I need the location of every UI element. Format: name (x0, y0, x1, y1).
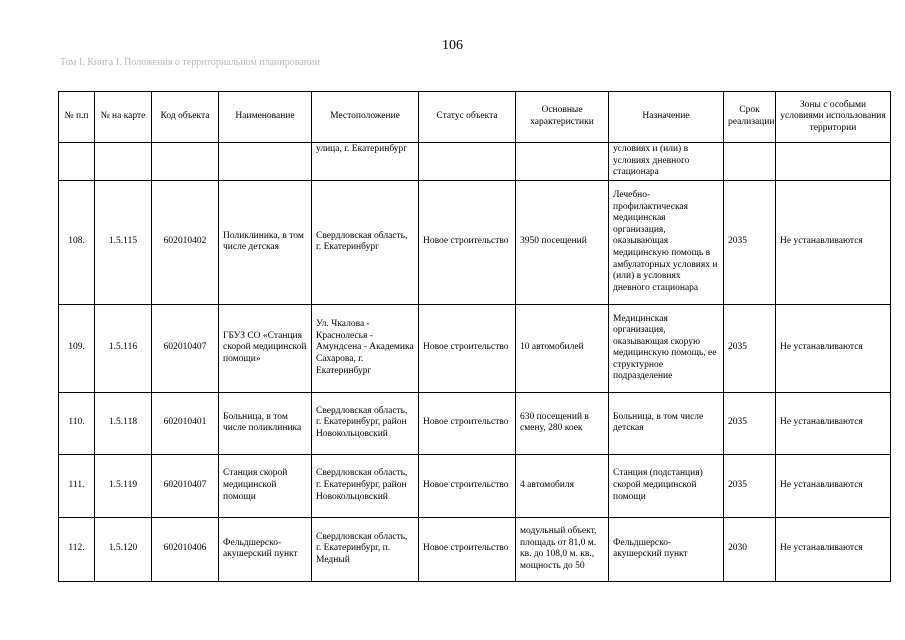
cell-purpose: Станция (подстанция) скорой медицинской помощи (609, 454, 724, 517)
header-status: Статус объекта (419, 92, 516, 143)
cell-zones: Не устанавливаются (776, 392, 891, 454)
header-row-number: № п.п (59, 92, 95, 143)
header-purpose: Назначение (609, 92, 724, 143)
cell-map-number: 1.5.120 (95, 517, 152, 581)
cell-location: Ул. Чкалова - Краснолесья - Амундсена - Академика Сахарова, г. Екатеринбург (312, 304, 419, 392)
cell-location: улица, г. Екатеринбург (312, 143, 419, 181)
cell-number: 109. (59, 304, 95, 392)
cell-zones: Не устанавливаются (776, 454, 891, 517)
header-name: Наименование (219, 92, 312, 143)
table-row (59, 180, 891, 304)
header-object-code: Код объекта (152, 92, 219, 143)
cell-map-number: 1.5.116 (95, 304, 152, 392)
header-characteristics: Основные характеристики (516, 92, 609, 143)
cell-purpose: Фельдшерско-акушерский пункт (609, 517, 724, 581)
cell-number: 108. (59, 180, 95, 304)
cell-location: Свердловская область, г. Екатеринбург, район Новокольцовский (312, 392, 419, 454)
cell-map-number: 1.5.118 (95, 392, 152, 454)
cell-object-code: 602010402 (152, 180, 219, 304)
table-row (59, 392, 891, 454)
table-row-continuation (59, 143, 891, 181)
cell-location: Свердловская область, г. Екатеринбург (312, 180, 419, 304)
cell-zones: Не устанавливаются (776, 304, 891, 392)
cell-object-code: 602010401 (152, 392, 219, 454)
cell-status: Новое строительство (419, 517, 516, 581)
cell-purpose: Медицинская организация, оказывающая скорую медицинскую помощь, ее структурное подразделение (609, 304, 724, 392)
cell-characteristics: 10 автомобилей (516, 304, 609, 392)
cell-purpose: Больница, в том числе детская (609, 392, 724, 454)
cell-name: ГБУЗ СО «Станция скорой медицинской помощи» (219, 304, 312, 392)
header-map-number: № на карте (95, 92, 152, 143)
cell-number: 110. (59, 392, 95, 454)
table-row (59, 517, 891, 581)
cell-name: Больница, в том числе поликлиника (219, 392, 312, 454)
running-header: Том I. Книга I. Положения о территориальном планировании (60, 57, 320, 68)
cell-zones: Не устанавливаются (776, 517, 891, 581)
cell-name: Поликлиника, в том числе детская (219, 180, 312, 304)
cell-zones: Не устанавливаются (776, 180, 891, 304)
cell-term: 2035 (724, 304, 776, 392)
cell-number: 112. (59, 517, 95, 581)
cell-object-code: 602010406 (152, 517, 219, 581)
header-location: Местоположение (312, 92, 419, 143)
header-term: Срок реализации (724, 92, 776, 143)
cell-status: Новое строительство (419, 392, 516, 454)
cell-term: 2035 (724, 180, 776, 304)
header-zones: Зоны с особыми условиями использования территории (776, 92, 891, 143)
cell-object-code: 602010407 (152, 304, 219, 392)
cell-name: Фельдшерско-акушерский пункт (219, 517, 312, 581)
cell-status: Новое строительство (419, 454, 516, 517)
cell-name: Станция скорой медицинской помощи (219, 454, 312, 517)
cell-status: Новое строительство (419, 180, 516, 304)
cell-term: 2030 (724, 517, 776, 581)
cell-term: 2035 (724, 454, 776, 517)
cell-status: Новое строительство (419, 304, 516, 392)
cell-location: Свердловская область, г. Екатеринбург, район Новокольцовский (312, 454, 419, 517)
cell-term: 2035 (724, 392, 776, 454)
cell-map-number: 1.5.119 (95, 454, 152, 517)
cell-purpose: Лечебно-профилактическая медицинская организация, оказывающая медицинскую помощь в амбулаторных условиях и (или) в условиях дневного стационара (609, 180, 724, 304)
cell-purpose: условиях и (или) в условиях дневного стационара (609, 143, 724, 181)
table-header-row (59, 92, 891, 143)
cell-object-code: 602010407 (152, 454, 219, 517)
table-row (59, 304, 891, 392)
page-number: 106 (442, 38, 463, 53)
cell-characteristics: 4 автомобиля (516, 454, 609, 517)
table-row (59, 454, 891, 517)
cell-characteristics: 3950 посещений (516, 180, 609, 304)
cell-location: Свердловская область, г. Екатеринбург, п. Медный (312, 517, 419, 581)
objects-table (58, 91, 891, 582)
cell-characteristics: 630 посещений в смену, 280 коек (516, 392, 609, 454)
cell-map-number: 1.5.115 (95, 180, 152, 304)
cell-number: 111. (59, 454, 95, 517)
cell-characteristics: модульный объект, площадь от 81,0 м. кв. до 108,0 м. кв., мощность до 50 (516, 517, 609, 581)
